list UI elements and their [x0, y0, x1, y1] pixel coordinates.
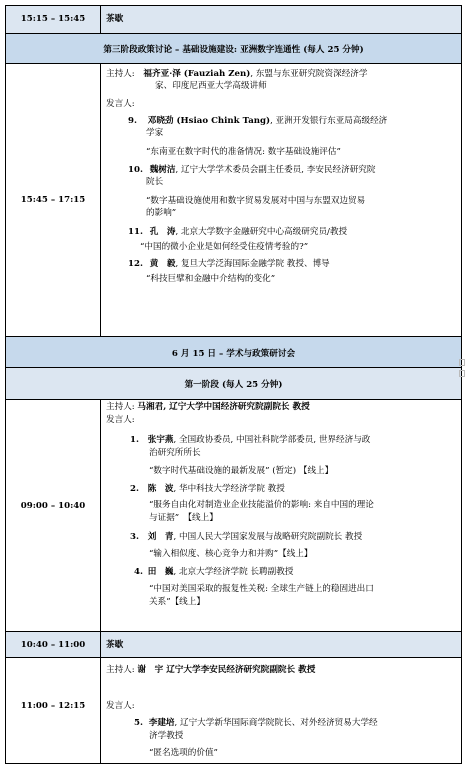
- speaker-item: [130, 531, 362, 543]
- speaker-desc: , 华中科技大学经济学院 教授: [173, 484, 285, 494]
- host-text: 马湘君, 辽宁大学中国经济研究院副院长 教授: [137, 402, 310, 412]
- speaker-name: 陈 波: [147, 484, 174, 494]
- time-cell: 15:45 – 17:15: [20, 195, 86, 205]
- speaker-desc-cont: 学家: [146, 128, 164, 138]
- session-label: 茶歇: [106, 640, 124, 650]
- host-text: 谢 宇 辽宁大学李安民经济研究院副院长 教授: [137, 665, 316, 675]
- column-divider: [100, 63, 101, 336]
- talk-title-cont: 关系”【线上】: [149, 597, 205, 607]
- speaker-desc-cont: 院长: [146, 177, 164, 187]
- time-cell: 15:15 – 15:45: [20, 14, 86, 24]
- speaker-name: 黄 毅: [149, 259, 176, 269]
- talk-title: “东南亚在数字时代的准备情况: 数字基础设施评估”: [146, 147, 341, 157]
- speaker-desc-cont: 济学教授: [149, 731, 184, 741]
- speaker-name: 刘 青: [147, 532, 174, 542]
- selection-handle-icon: [459, 359, 465, 366]
- time-cell: 10:40 – 11:00: [20, 640, 86, 650]
- agenda-table: [5, 5, 462, 764]
- speaker-item: [134, 566, 293, 578]
- row-session-0900: [6, 399, 461, 631]
- host-desc-cont: 家、印度尼西亚大学高级讲师: [155, 81, 267, 91]
- selection-handle-icon: [459, 370, 465, 377]
- speakers-label: 发言人:: [106, 415, 135, 425]
- speaker-name: 孔 涛: [149, 227, 176, 237]
- speaker-name: 李建培: [148, 718, 175, 728]
- talk-title: “服务自由化对制造业企业技能溢价的影响: 来自中国的理论: [149, 500, 374, 510]
- host-label: 主持人:: [106, 665, 135, 675]
- session-label: 茶歇: [106, 14, 124, 24]
- speaker-item: [130, 483, 285, 495]
- speaker-desc: , 北京大学数字金融研究中心高级研究员/教授: [175, 227, 348, 237]
- host-desc: , 东盟与东亚研究院资深经济学: [250, 69, 368, 79]
- row-tea-break-1: [6, 6, 461, 33]
- speaker-desc: , 复旦大学泛海国际金融学院 教授、博导: [175, 259, 330, 269]
- speaker-item: [128, 115, 387, 127]
- speaker-item: [134, 717, 378, 729]
- speakers-label: 发言人:: [106, 701, 135, 711]
- speaker-item: [128, 258, 330, 270]
- speakers-label: 发言人:: [106, 99, 135, 109]
- speaker-number: 10.: [128, 165, 143, 175]
- speaker-name: 邓晓劲 (Hsiao Chink Tang): [147, 116, 271, 126]
- row-session-1100: [6, 657, 461, 763]
- speaker-name: 魏树洁: [149, 165, 176, 175]
- speaker-number: 11.: [128, 227, 143, 237]
- speaker-number: 9.: [128, 116, 137, 126]
- speaker-desc: , 中国人民大学国家发展与战略研究院副院长 教授: [173, 532, 363, 542]
- talk-title: “数字时代基础设施的最新发展” (暂定) 【线上】: [149, 466, 334, 476]
- speaker-item: [128, 226, 347, 238]
- row-session-1545: [6, 63, 461, 336]
- section-title: 第三阶段政策讨论 – 基础设施建设: 亚洲数字连通性 (每人 25 分钟): [103, 45, 364, 55]
- speaker-number: 1.: [130, 435, 139, 445]
- speaker-desc: , 辽宁大学新华国际商学院院长、对外经济贸易大学经: [174, 718, 378, 728]
- talk-title-cont: 与证据” 【线上】: [149, 513, 218, 523]
- talk-title: “科技巨擘和金融中介结构的变化”: [146, 274, 276, 284]
- talk-title: “中国对美国采取的报复性关税: 全球生产链上的稳固进出口: [149, 584, 374, 594]
- column-divider: [100, 6, 101, 33]
- speaker-desc: , 辽宁大学学术委员会副主任委员, 李安民经济研究院: [175, 165, 376, 175]
- host-line: [106, 664, 315, 676]
- talk-title-cont: 的影响”: [146, 208, 177, 218]
- speaker-number: 4.: [134, 567, 143, 577]
- speaker-number: 12.: [128, 259, 143, 269]
- speaker-number: 5.: [134, 718, 143, 728]
- talk-title: “匿名选项的价值”: [149, 748, 218, 758]
- talk-title: “输入相似度、核心竞争力和并购”【线上】: [149, 549, 313, 559]
- speaker-desc-cont: 治研究所所长: [149, 448, 201, 458]
- speaker-number: 3.: [130, 532, 139, 542]
- speaker-desc: , 亚洲开发银行东亚局高级经济: [270, 116, 388, 126]
- date-header: [6, 336, 461, 367]
- host-label: 主持人:: [106, 402, 135, 412]
- speaker-name: 张宇燕: [147, 435, 174, 445]
- host-line: [106, 68, 368, 80]
- date-title: 6 月 15 日 – 学术与政策研讨会: [171, 349, 296, 359]
- phase-header-1: [6, 367, 461, 399]
- host-label: 主持人:: [106, 69, 135, 79]
- time-cell: 09:00 – 10:40: [20, 501, 86, 511]
- speaker-desc: , 北京大学经济学院 长聘副教授: [173, 567, 294, 577]
- host-line: [106, 401, 310, 413]
- column-divider: [100, 399, 101, 763]
- speaker-item: [130, 434, 370, 446]
- talk-title: “数字基础设施使用和数字贸易发展对中国与东盟双边贸易: [146, 196, 366, 206]
- host-name: 福齐亚·泽 (Fauziah Zen): [143, 69, 251, 79]
- speaker-name: 田 巍: [147, 567, 174, 577]
- time-cell: 11:00 – 12:15: [20, 701, 86, 711]
- section-header-3: [6, 33, 461, 63]
- row-tea-break-2: [6, 631, 461, 657]
- speaker-item: [128, 164, 375, 176]
- phase-title: 第一阶段 (每人 25 分钟): [184, 380, 283, 390]
- speaker-desc: , 全国政协委员, 中国社科院学部委员, 世界经济与政: [173, 435, 371, 445]
- speaker-number: 2.: [130, 484, 139, 494]
- talk-title: “中国的微小企业是如何经受住疫情考验的?”: [140, 242, 309, 252]
